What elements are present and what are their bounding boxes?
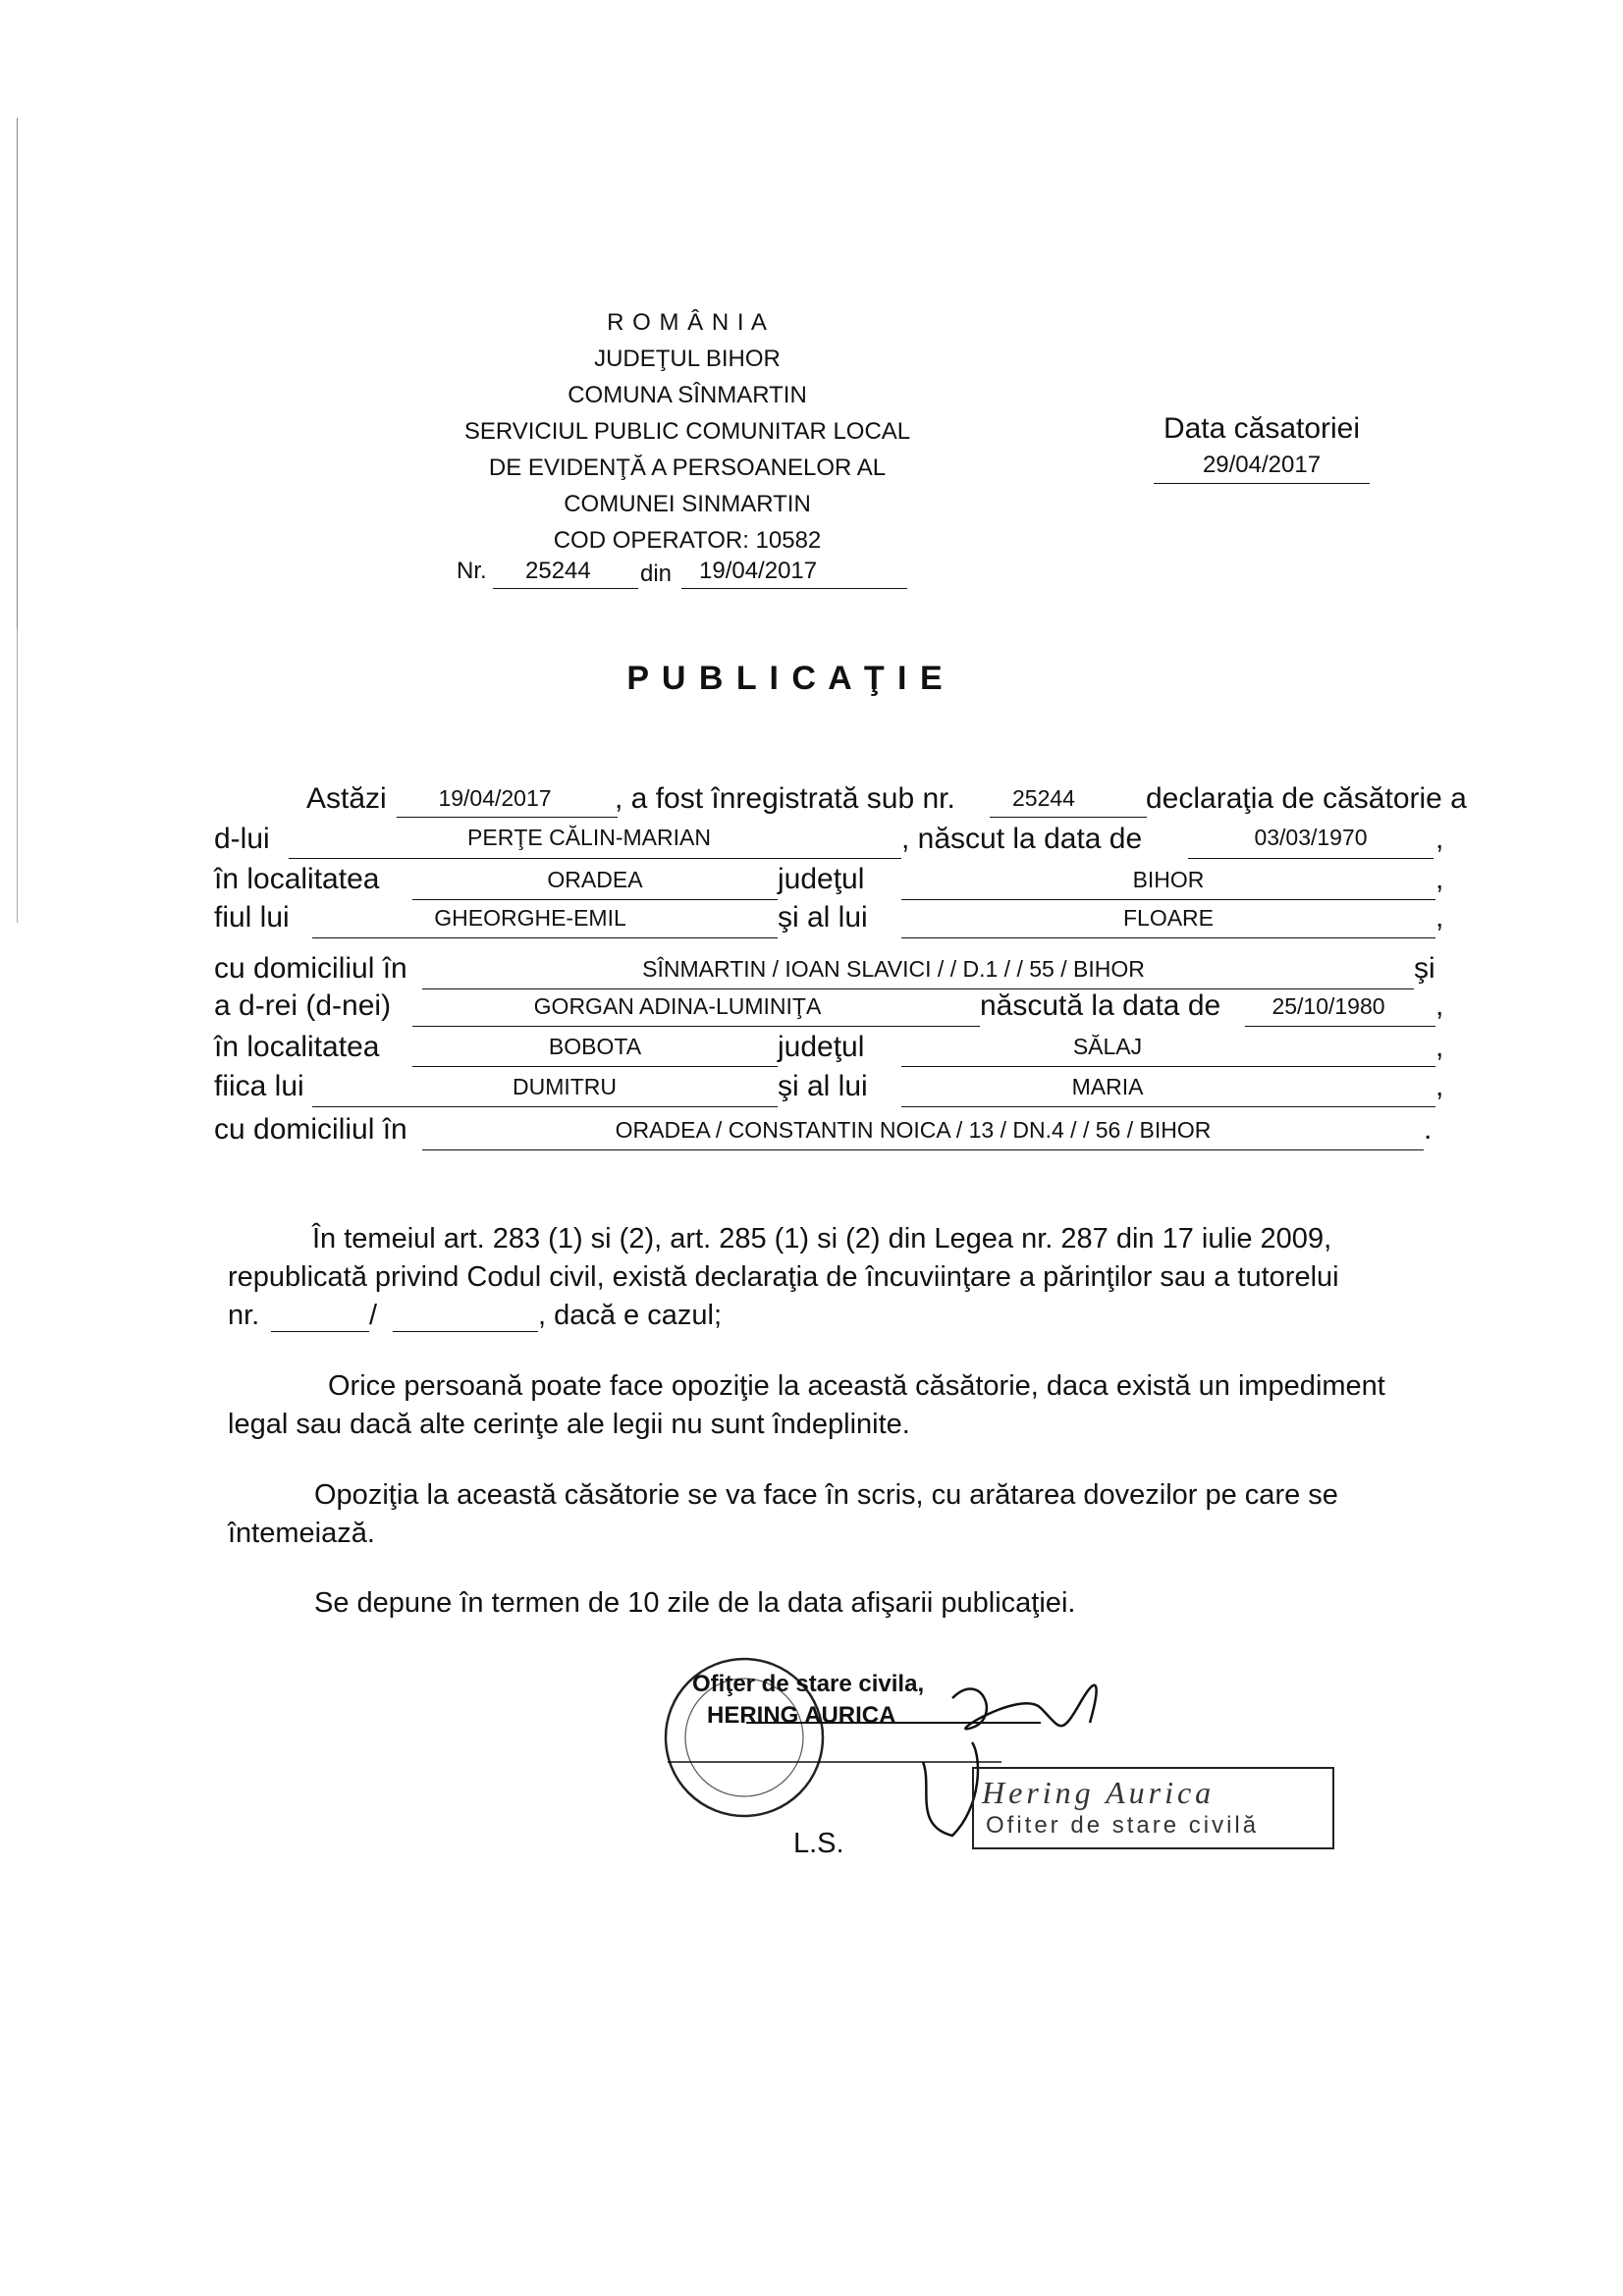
bride-county: SĂLAJ [1072, 1034, 1143, 1059]
domicile-label: cu domiciliul în [214, 952, 407, 985]
legal-paragraph-3-line-2: întemeiază. [228, 1518, 375, 1549]
header-block [373, 304, 1001, 559]
groom-name: PERŢE CĂLIN-MARIAN [467, 825, 711, 850]
marriage-date-label: Data căsatoriei [1163, 412, 1361, 445]
legal-paragraph-2-line-2: legal sau dacă alte cerinţe ale legii nu sunt îndeplinite. [228, 1409, 910, 1440]
header-service-2: DE EVIDENŢĂ A PERSOANELOR AL [488, 454, 887, 481]
groom-father: GHEORGHE-EMIL [434, 905, 626, 931]
astazi-value: 19/04/2017 [438, 785, 552, 811]
and-of-label: şi al lui [778, 901, 868, 934]
header-nr-label: Nr. [457, 558, 487, 584]
groom-county: BIHOR [1132, 867, 1205, 892]
legal-paragraph-1-line-1: În temeiul art. 283 (1) si (2), art. 285 (1) si (2) din Legea nr. 287 din 17 iulie 2009, [312, 1223, 1332, 1255]
bride-birth-date: 25/10/1980 [1271, 993, 1385, 1019]
margin-line [17, 118, 18, 628]
legal-paragraph-4: Se depune în termen de 10 zile de la data afişarii publicaţiei. [314, 1587, 1076, 1619]
legal-paragraph-2-line-1: Orice persoană poate face opoziţie la această căsătorie, daca există un impediment [328, 1370, 1385, 1402]
header-din-label: din [640, 561, 673, 587]
comma: , [1435, 1070, 1444, 1102]
document-title: P U B L I C A Ţ I E [626, 660, 945, 697]
comma: , [1435, 863, 1444, 895]
legal-paragraph-1-line-2: republicată privind Codul civil, există declaraţia de încuviinţare a părinţilor sau a tutorelui [228, 1261, 1339, 1293]
bride-father: DUMITRU [512, 1074, 618, 1099]
locality-label: în localitatea [214, 863, 380, 895]
header-service: SERVICIUL PUBLIC COMUNITAR LOCAL [463, 418, 911, 445]
bride-mother: MARIA [1071, 1074, 1144, 1099]
comma: , [1435, 989, 1444, 1022]
header-operator-code: COD OPERATOR: 10582 [553, 527, 822, 554]
header-country: R O M Â N I A [607, 309, 768, 336]
stamp-title: Ofiter de stare civilă [986, 1812, 1260, 1839]
header-service-3: COMUNEI SINMARTIN [564, 491, 811, 517]
locality-label: în localitatea [214, 1031, 380, 1063]
marriage-date-value: 29/04/2017 [1154, 452, 1370, 484]
registration-number: 25244 [1012, 785, 1075, 811]
county-label: judeţul [778, 863, 865, 895]
legal-paragraph-1-nr: nr. [228, 1300, 260, 1331]
comma: , [1435, 1031, 1444, 1063]
groom-birth-date: 03/03/1970 [1254, 825, 1368, 850]
comma: , [1435, 901, 1444, 934]
county-label: judeţul [778, 1031, 865, 1063]
son-of-label: fiul lui [214, 901, 290, 934]
dlui-label: d-lui [214, 823, 270, 855]
header-county: JUDEŢUL BIHOR [594, 346, 781, 372]
header-commune: COMUNA SÎNMARTIN [568, 382, 807, 408]
groom-address: SÎNMARTIN / IOAN SLAVICI / / D.1 / / 55 / BIHOR [642, 956, 1145, 982]
margin-line [17, 628, 18, 923]
bride-born-text: născută la data de [980, 989, 1221, 1022]
legal-paragraph-3-line-1: Opoziţia la această căsătorie se va face în scris, cu arătarea dovezilor pe care se [314, 1479, 1338, 1511]
legal-paragraph-1-end: , dacă e cazul; [538, 1300, 722, 1331]
and-conjunction: şi [1414, 952, 1435, 985]
groom-locality: ORADEA [547, 867, 643, 892]
bride-name: GORGAN ADINA-LUMINIŢA [533, 993, 822, 1019]
header-nr-value: 25244 [525, 558, 591, 584]
officer-title: Ofiţer de stare civila, [692, 1671, 925, 1697]
stamp-name: Hering Aurica [982, 1775, 1216, 1810]
astazi-label: Astăzi [306, 782, 387, 815]
groom-mother: FLOARE [1122, 905, 1215, 931]
name-stamp [972, 1767, 1334, 1849]
bride-address: ORADEA / CONSTANTIN NOICA / 13 / DN.4 / / 56 / BIHOR [615, 1117, 1212, 1143]
declaration-text: declaraţia de căsătorie a [1146, 782, 1467, 815]
ls-label: L.S. [793, 1828, 844, 1859]
domicile-label: cu domiciliul în [214, 1113, 407, 1146]
legal-paragraph-1-slash: / [369, 1300, 378, 1331]
daughter-of-label: fiica lui [214, 1070, 304, 1102]
born-text: , născut la data de [901, 823, 1143, 855]
officer-name: HERING AURICA [707, 1702, 896, 1729]
header-din-value: 19/04/2017 [699, 558, 818, 584]
comma: , [1435, 823, 1444, 855]
and-of-label: şi al lui [778, 1070, 868, 1102]
miss-label: a d-rei (d-nei) [214, 989, 392, 1022]
period: . [1424, 1113, 1433, 1146]
bride-locality: BOBOTA [548, 1034, 642, 1059]
registered-text: , a fost înregistrată sub nr. [615, 782, 955, 815]
